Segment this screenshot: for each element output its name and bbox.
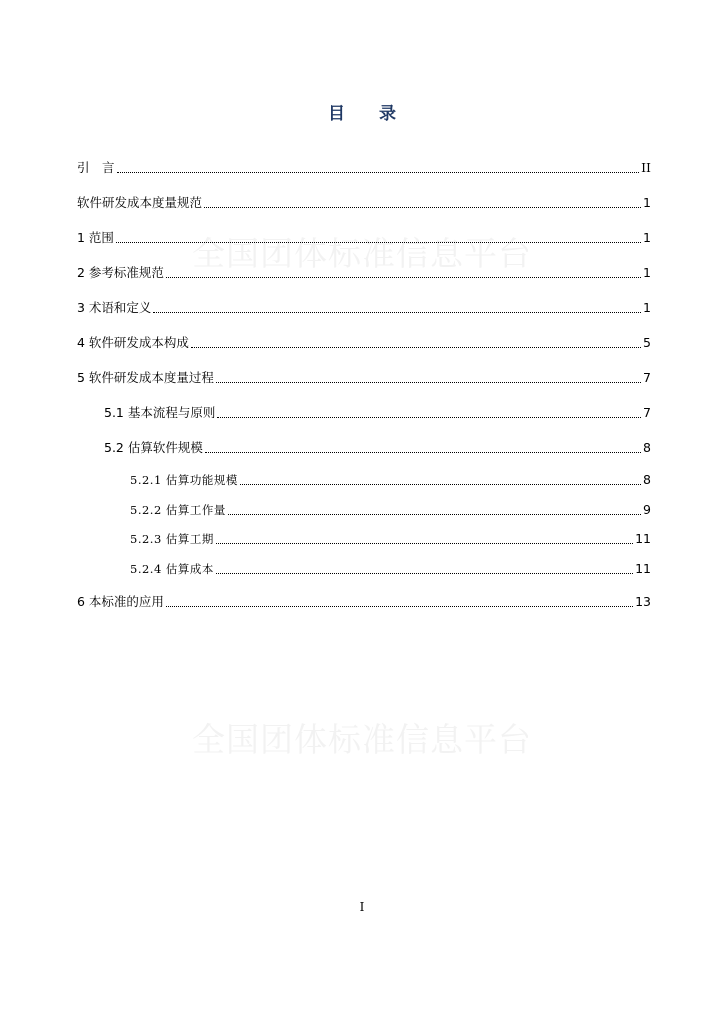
- toc-entry-label: 6 本标准的应用: [77, 594, 164, 609]
- toc-entry-intro[interactable]: [77, 159, 651, 177]
- toc-leader-dots: [216, 543, 633, 544]
- toc-entry-label: 5.2.3 估算工期: [130, 532, 214, 546]
- toc-leader-dots: [216, 382, 641, 383]
- toc-entry-label: 5.2.4 估算成本: [130, 562, 214, 576]
- toc-entry-label: 引 言: [77, 160, 115, 175]
- toc-entry-page: 7: [643, 405, 651, 420]
- toc-entry-duration[interactable]: [130, 530, 651, 548]
- toc-leader-dots: [153, 312, 641, 313]
- toc-entry-label: 5.1 基本流程与原则: [104, 405, 216, 420]
- toc-entry-spec[interactable]: [77, 194, 651, 212]
- toc-entry-page: 1: [643, 195, 651, 210]
- toc-entry-label: 3 术语和定义: [77, 300, 152, 315]
- toc-entry-basic-flow[interactable]: [104, 404, 651, 422]
- toc-entry-application[interactable]: [77, 593, 651, 611]
- toc-title: 目 录: [328, 104, 410, 124]
- toc-leader-dots: [166, 606, 633, 607]
- toc-entry-label: 5.2 估算软件规模: [104, 440, 203, 455]
- toc-entry-page: II: [641, 160, 651, 175]
- toc-entry-estimate-size[interactable]: [104, 439, 651, 457]
- toc-leader-dots: [117, 172, 640, 173]
- toc-entry-label: 1 范围: [77, 230, 114, 245]
- toc-entry-page: 11: [635, 561, 651, 576]
- toc-entry-measurement-process[interactable]: [77, 369, 651, 387]
- footer-page-number: I: [359, 900, 365, 914]
- toc-leader-dots: [166, 277, 641, 278]
- toc-entry-page: 1: [643, 230, 651, 245]
- toc-entry-page: 1: [643, 300, 651, 315]
- toc-entry-label: 软件研发成本度量规范: [77, 195, 203, 210]
- toc-entry-label: 5 软件研发成本度量过程: [77, 370, 214, 385]
- toc-entry-references[interactable]: [77, 264, 651, 282]
- toc-entry-label: 4 软件研发成本构成: [77, 335, 189, 350]
- toc-entry-page: 13: [635, 594, 651, 609]
- toc-entry-page: 8: [643, 472, 651, 487]
- toc-entry-page: 9: [643, 502, 651, 517]
- toc-leader-dots: [205, 452, 641, 453]
- toc-leader-dots: [228, 514, 641, 515]
- toc-entry-page: 1: [643, 265, 651, 280]
- toc-entry-terms[interactable]: [77, 299, 651, 317]
- watermark-top: 全国团体标准信息平台: [192, 234, 532, 273]
- toc-entry-label: 2 参考标准规范: [77, 265, 164, 280]
- watermark-bottom: 全国团体标准信息平台: [192, 720, 532, 759]
- toc-entry-page: 7: [643, 370, 651, 385]
- toc-leader-dots: [116, 242, 641, 243]
- toc-entry-label: 5.2.1 估算功能规模: [130, 473, 238, 487]
- toc-leader-dots: [240, 484, 641, 485]
- toc-entry-function-size[interactable]: [130, 471, 651, 489]
- toc-entry-page: 8: [643, 440, 651, 455]
- toc-leader-dots: [217, 417, 641, 418]
- toc-entry-page: 11: [635, 531, 651, 546]
- toc-entry-label: 5.2.2 估算工作量: [130, 503, 226, 517]
- toc-leader-dots: [216, 573, 633, 574]
- toc-entry-cost[interactable]: [130, 560, 651, 578]
- toc-entry-scope[interactable]: [77, 229, 651, 247]
- toc-leader-dots: [204, 207, 641, 208]
- toc-entry-workload[interactable]: [130, 501, 651, 519]
- toc-leader-dots: [191, 347, 641, 348]
- toc-entry-cost-composition[interactable]: [77, 334, 651, 352]
- toc-entry-page: 5: [643, 335, 651, 350]
